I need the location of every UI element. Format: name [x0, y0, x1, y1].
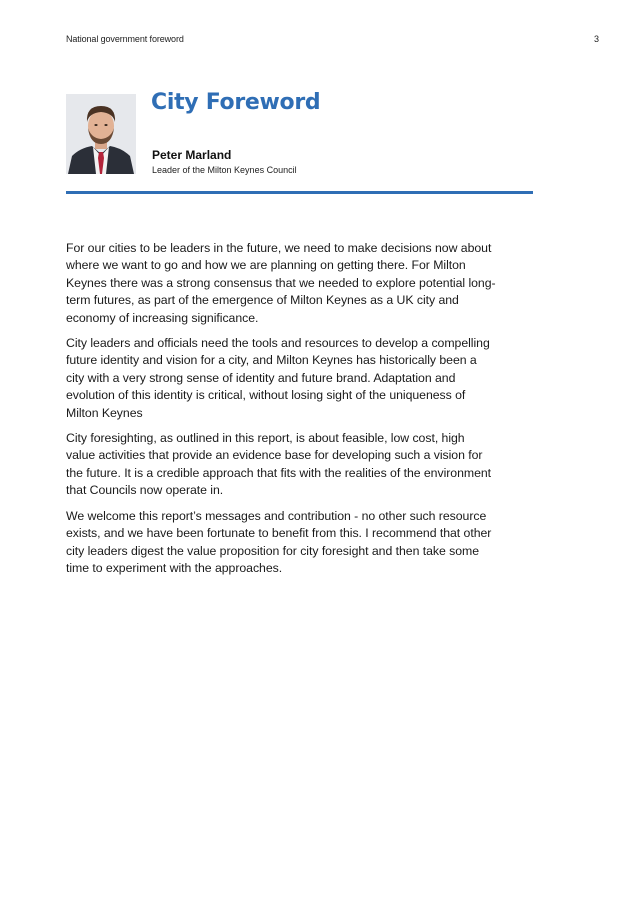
body-paragraph: We welcome this report’s messages and contribution - no other such resource exists, and we have been fortunate to benefit from this. I recommend that other city leaders digest the value proposition for city foresight and then take some time to experiment with the approaches.: [66, 508, 492, 575]
body-paragraph: City foresighting, as outlined in this report, is about feasible, low cost, high value activities that provide an evidence base for developing such a vision for the future. It is a credible approach that fits with the realities of the environment that Councils now operate in.: [66, 431, 492, 498]
author-name: Peter Marland: [152, 148, 232, 162]
body-paragraph: City leaders and officials need the tools and resources to develop a compelling future identity and vision for a city, and Milton Keynes has historically been a city with a very strong sense of identity and future brand. Adaptation and evolution of this identity is critical, without losing sight of the uniqueness of Milton Keynes: [66, 336, 490, 420]
running-header: National government foreword: [66, 34, 184, 44]
body-paragraph: For our cities to be leaders in the future, we need to make decisions now about where we want to go and how we are planning on getting there. For Milton Keynes there was a strong consensus that we needed to explore potential long-term futures, as part of the emergence of Milton Keynes as a UK city and economy of increasing significance.: [66, 241, 496, 325]
foreword-body: [66, 240, 496, 585]
author-role: Leader of the Milton Keynes Council: [152, 165, 297, 175]
author-portrait: [66, 94, 136, 174]
page-number: 3: [594, 34, 600, 44]
page-title: City Foreword: [151, 90, 321, 115]
title-divider: [66, 191, 533, 194]
